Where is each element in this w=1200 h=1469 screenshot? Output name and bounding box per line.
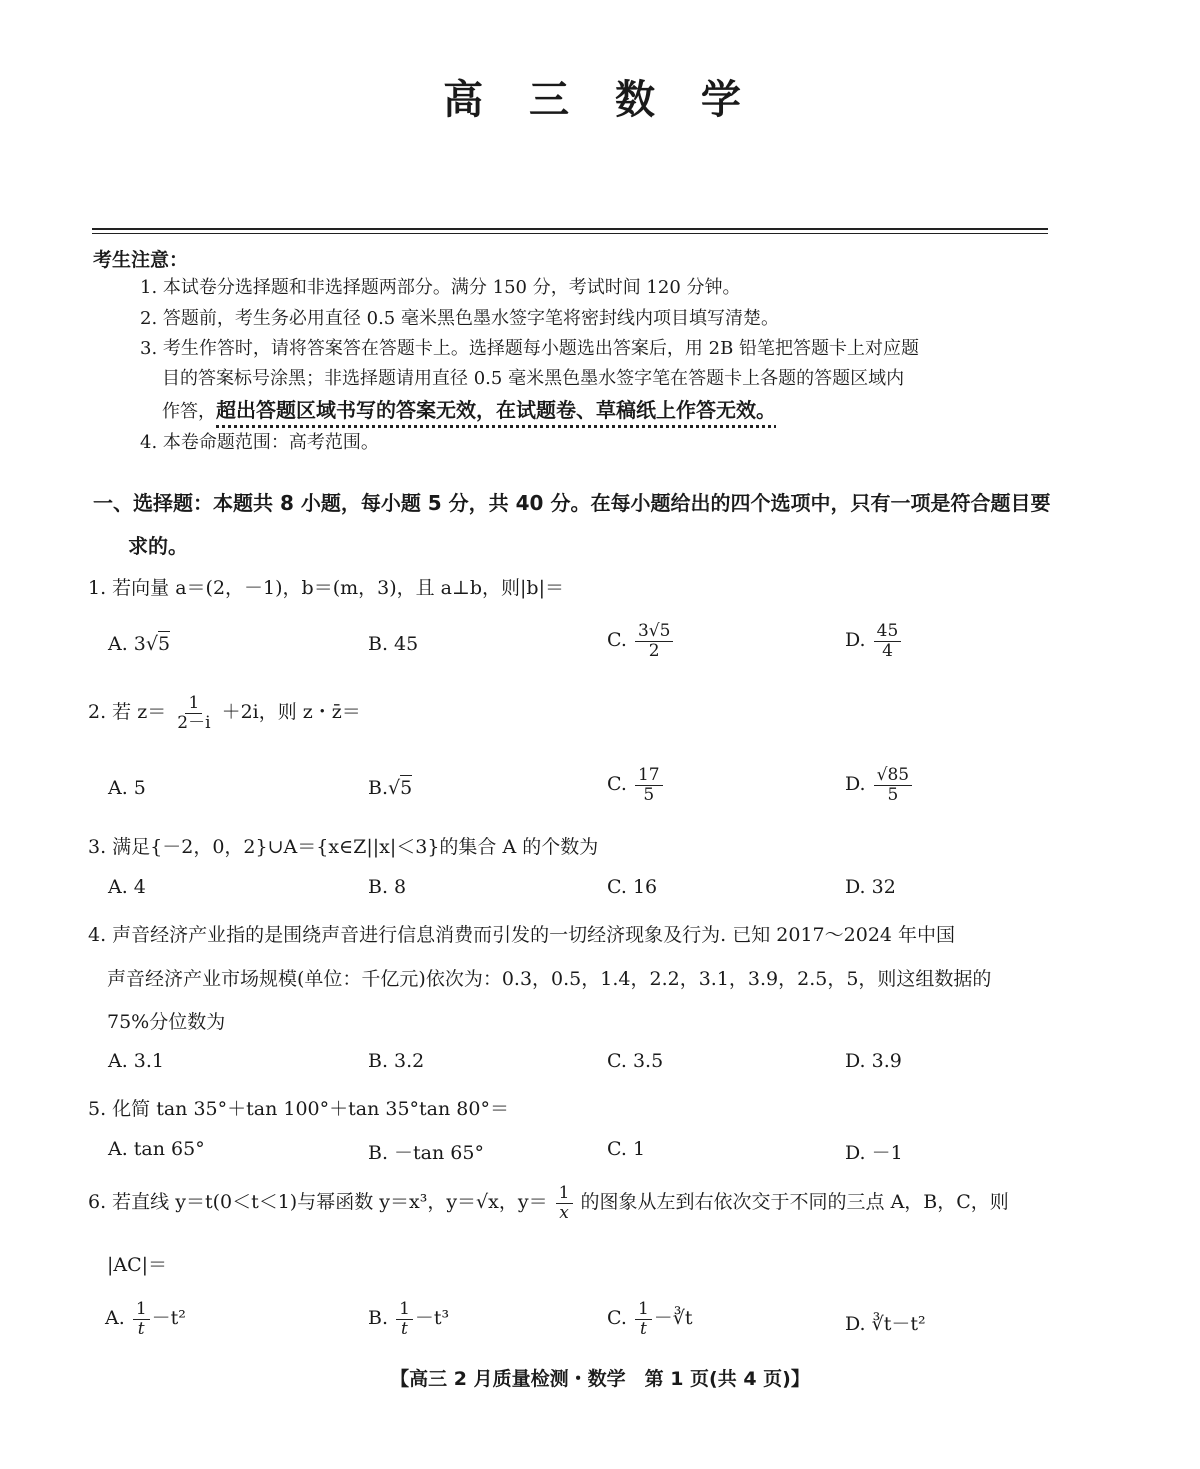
question-6-line-2: |AC|＝ bbox=[107, 1254, 168, 1276]
q2-d-den: 5 bbox=[887, 784, 899, 805]
q2-c-fraction bbox=[635, 766, 663, 804]
q6-den: x bbox=[559, 1202, 569, 1223]
q6-b-label: B. bbox=[368, 1307, 389, 1330]
q1-c-num: 3√5 bbox=[635, 622, 673, 642]
q6-c-fraction bbox=[635, 1300, 652, 1338]
q2-c-num: 17 bbox=[635, 766, 663, 786]
q6-a-num: 1 bbox=[133, 1300, 150, 1320]
q2-b-label: B. bbox=[368, 777, 389, 799]
q2-b-radicand: 5 bbox=[400, 777, 413, 799]
page-footer: 【高三 2 月质量检测・数学 第 1 页(共 4 页)】 bbox=[390, 1368, 810, 1390]
question-3-stem: 3. 满足{－2，0，2}∪A＝{x∈Z||x|＜3}的集合 A 的个数为 bbox=[88, 836, 599, 858]
q6-c-tail: －∛t bbox=[653, 1307, 693, 1330]
q2-fraction bbox=[174, 694, 213, 732]
notice-emphasis: 超出答题区域书写的答案无效，在试题卷、草稿纸上作答无效。 bbox=[216, 398, 776, 422]
q2-option-a: A. 5 bbox=[108, 777, 146, 799]
q6-c-num: 1 bbox=[635, 1300, 652, 1320]
section-heading: 一、选择题：本题共 8 小题，每小题 5 分，共 40 分。在每小题给出的四个选项中，只有一项是符合题目要 bbox=[93, 491, 1051, 515]
question-4-line-2: 声音经济产业市场规模(单位：千亿元)依次为：0.3，0.5，1.4，2.2，3.1，3.9，2.5，5，则这组数据的 bbox=[107, 968, 992, 990]
q6-num: 1 bbox=[556, 1184, 573, 1204]
q2-num: 1 bbox=[185, 694, 202, 714]
q1-d-fraction bbox=[874, 622, 902, 660]
q3-option-c: C. 16 bbox=[607, 876, 658, 898]
q1-a-radicand: 5 bbox=[158, 633, 171, 655]
q1-d-label: D. bbox=[845, 629, 866, 652]
q5-option-d: D. －1 bbox=[845, 1142, 903, 1164]
q6-b-num: 1 bbox=[396, 1300, 413, 1320]
q2-post: ＋2i，则 z・z̄＝ bbox=[221, 701, 361, 724]
q6-pre: 6. 若直线 y＝t(0＜t＜1)与幂函数 y＝x³，y＝√x，y＝ bbox=[88, 1191, 548, 1214]
q4-option-a: A. 3.1 bbox=[108, 1050, 165, 1072]
q3-option-d: D. 32 bbox=[845, 876, 896, 898]
q4-option-d: D. 3.9 bbox=[845, 1050, 902, 1072]
q4-option-b: B. 3.2 bbox=[368, 1050, 425, 1072]
q6-a-fraction bbox=[133, 1300, 150, 1338]
q6-option-d: D. ∛t－t² bbox=[845, 1313, 926, 1335]
question-5-stem: 5. 化简 tan 35°＋tan 100°＋tan 35°tan 80°＝ bbox=[88, 1098, 509, 1120]
notice-heading: 考生注意： bbox=[93, 249, 189, 271]
q2-option-c bbox=[607, 766, 665, 804]
q6-b-tail: －t³ bbox=[414, 1307, 450, 1330]
q5-option-c: C. 1 bbox=[607, 1138, 646, 1160]
notice-item-2: 2. 答题前，考生务必用直径 0.5 毫米黑色墨水签字笔将密封线内项目填写清楚。 bbox=[140, 308, 779, 329]
q1-option-c bbox=[607, 622, 675, 660]
q1-a-label: A. 3 bbox=[108, 633, 146, 655]
section-heading-cont: 求的。 bbox=[128, 534, 188, 558]
question-4-line-3: 75%分位数为 bbox=[107, 1011, 226, 1033]
q2-c-den: 5 bbox=[643, 784, 655, 805]
q6-a-den: t bbox=[137, 1318, 145, 1339]
q2-d-fraction bbox=[874, 766, 912, 804]
q4-option-c: C. 3.5 bbox=[607, 1050, 664, 1072]
q2-d-label: D. bbox=[845, 773, 866, 796]
q1-option-b: B. 45 bbox=[368, 633, 419, 655]
notice-item-3-cont: 目的答案标号涂黑；非选择题请用直径 0.5 毫米黑色墨水签字笔在答题卡上各题的答题区域内 bbox=[162, 368, 905, 389]
notice-item-3-tail: 作答， bbox=[162, 401, 216, 422]
question-6-line-1 bbox=[88, 1184, 1009, 1222]
notice-item-1: 1. 本试卷分选择题和非选择题两部分。满分 150 分，考试时间 120 分钟。 bbox=[140, 277, 741, 298]
q6-a-tail: －t² bbox=[151, 1307, 186, 1330]
q1-option-d bbox=[845, 622, 903, 660]
notice-item-3-end bbox=[162, 394, 776, 423]
notice-item-3: 3. 考生作答时，请将答案答在答题卡上。选择题每小题选出答案后，用 2B 铅笔把答题卡上对应题 bbox=[140, 338, 920, 359]
q6-option-a bbox=[105, 1300, 186, 1338]
q6-option-b bbox=[368, 1300, 449, 1338]
q6-b-fraction bbox=[396, 1300, 413, 1338]
q2-pre: 2. 若 z＝ bbox=[88, 701, 167, 724]
q1-c-den: 2 bbox=[648, 640, 660, 661]
question-4-line-1: 4. 声音经济产业指的是围绕声音进行信息消费而引发的一切经济现象及行为. 已知 2017～2024 年中国 bbox=[88, 924, 956, 946]
q1-c-label: C. bbox=[607, 629, 627, 652]
q2-option-d bbox=[845, 766, 914, 804]
top-rule-thin bbox=[92, 233, 1048, 234]
q6-c-label: C. bbox=[607, 1307, 627, 1330]
q2-d-num: √85 bbox=[874, 766, 912, 786]
q5-option-a: A. tan 65° bbox=[108, 1138, 205, 1160]
q1-c-fraction bbox=[635, 622, 673, 660]
q5-option-b: B. －tan 65° bbox=[368, 1142, 484, 1164]
q3-option-a: A. 4 bbox=[108, 876, 146, 898]
q6-b-den: t bbox=[401, 1318, 408, 1339]
page-title: 高 三 数 学 bbox=[443, 76, 757, 123]
q2-c-label: C. bbox=[607, 773, 627, 796]
q6-fraction bbox=[556, 1184, 573, 1222]
q2-option-b: B.√5 bbox=[368, 777, 413, 799]
q1-option-a: A. 3√5 bbox=[108, 633, 171, 655]
q6-a-label: A. bbox=[105, 1307, 125, 1330]
top-rule-thick bbox=[92, 228, 1048, 230]
q3-option-b: B. 8 bbox=[368, 876, 407, 898]
q6-option-c bbox=[607, 1300, 693, 1338]
question-1-stem: 1. 若向量 a＝(2，－1)，b＝(m，3)，且 a⊥b，则|b|＝ bbox=[88, 577, 564, 599]
q6-c-den: t bbox=[639, 1318, 647, 1339]
question-2-stem bbox=[88, 694, 361, 732]
q2-den: 2－i bbox=[177, 712, 211, 733]
q1-d-den: 4 bbox=[882, 640, 893, 661]
notice-item-4: 4. 本卷命题范围：高考范围。 bbox=[140, 432, 379, 453]
q6-post: 的图象从左到右依次交于不同的三点 A，B，C，则 bbox=[580, 1191, 1009, 1214]
q1-d-num: 45 bbox=[874, 622, 902, 642]
